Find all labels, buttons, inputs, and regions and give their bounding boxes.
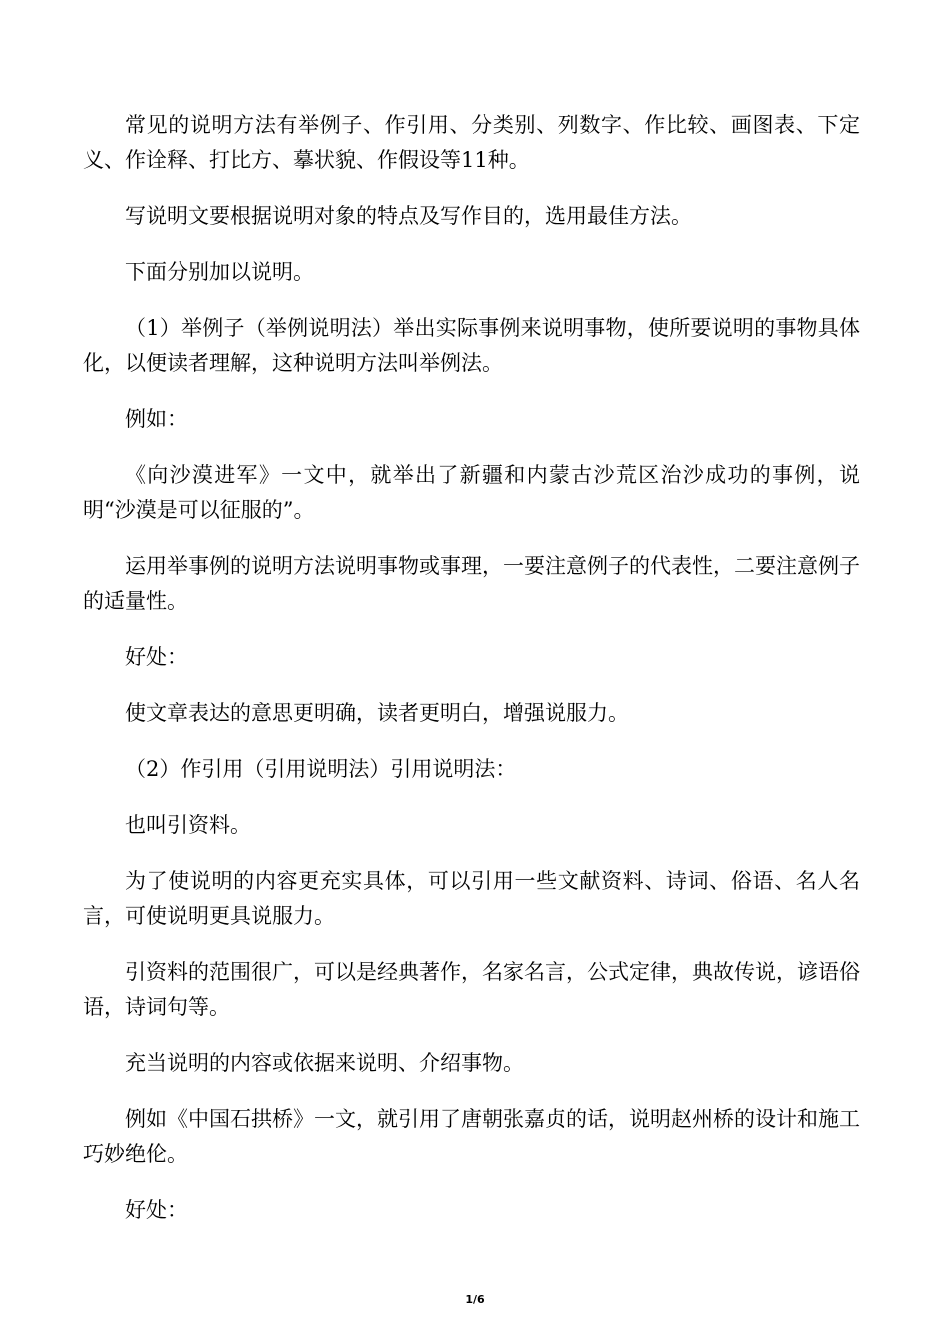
paragraph: 例如《中国石拱桥》一文，就引用了唐朝张嘉贞的话，说明赵州桥的设计和施工巧妙绝伦。 <box>83 1107 860 1166</box>
paragraph: 常见的说明方法有举例子、作引用、分类别、列数字、作比较、画图表、下定义、作诠释、打比方、摹状貌、作假设等11种。 <box>83 113 860 172</box>
paragraph: 运用举事例的说明方法说明事物或事理，一要注意例子的代表性，二要注意例子的适量性。 <box>83 554 860 613</box>
paragraph: 下面分别加以说明。 <box>125 260 314 284</box>
paragraph: 使文章表达的意思更明确，读者更明白，增强说服力。 <box>125 701 629 725</box>
paragraph: 写说明文要根据说明对象的特点及写作目的，选用最佳方法。 <box>125 204 692 228</box>
paragraph: 充当说明的内容或依据来说明、介绍事物。 <box>125 1051 524 1075</box>
paragraph: 好处： <box>125 645 188 669</box>
paragraph: （2）作引用（引用说明法）引用说明法： <box>125 757 517 781</box>
paragraph: 引资料的范围很广，可以是经典著作，名家名言，公式定律，典故传说，谚语俗语，诗词句等。 <box>83 960 860 1019</box>
paragraph: 《向沙漠进军》一文中，就举出了新疆和内蒙古沙荒区治沙成功的事例，说明“沙漠是可以征服的”。 <box>83 463 860 522</box>
page-number: 1/6 <box>465 1293 485 1306</box>
paragraph: 例如： <box>125 407 188 431</box>
paragraph: 好处： <box>125 1198 188 1222</box>
paragraph: （1）举例子（举例说明法）举出实际事例来说明事物，使所要说明的事物具体化，以便读者理解，这种说明方法叫举例法。 <box>83 316 860 375</box>
paragraph: 为了使说明的内容更充实具体，可以引用一些文献资料、诗词、俗语、名人名言，可使说明更具说服力。 <box>83 869 860 928</box>
paragraph: 也叫引资料。 <box>125 813 251 837</box>
document-body <box>83 108 860 1228</box>
